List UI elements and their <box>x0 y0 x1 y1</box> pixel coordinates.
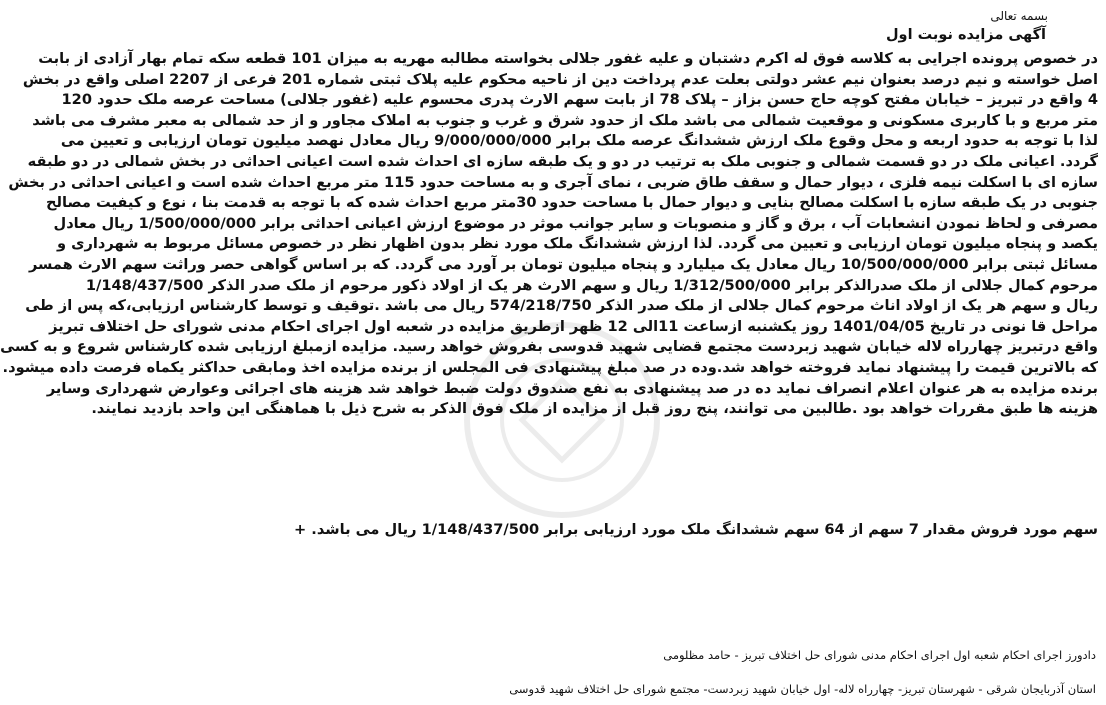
sale-share-note: سهم مورد فروش مقدار 7 سهم از 64 سهم ششدانگ ملک مورد ارزیابی برابر 1/148/437/500 ریال می باشد. + <box>293 521 1098 538</box>
body-line: 4 واقع در تبریز – خیابان مفتح کوچه حاج حسن بزاز – پلاک 78 از بابت سهم الارث پدری محسوم علیه (غفور جلالی) مساحت عرصه ملک حدود 120 <box>61 91 1098 109</box>
body-line: اصل خواسته و نیم درصد بعنوان نیم عشر دولتی بعلت عدم پرداخت دین از ناحیه محکوم علیه پلاک ثبتی شماره 201 فرعی از 2207 اصلی واقع در بخش <box>22 70 1098 88</box>
body-line: هزینه ها طبق مقررات خواهد بود .طالبین می توانند، پنج روز قبل از مزایده از ملک فوق الذکر به شرح ذیل با هماهنگی این واحد بازدید نمایند. <box>91 400 1098 418</box>
notice-body <box>0 49 1098 420</box>
body-line: واقع درتبریز چهارراه لاله خیابان شهید زبردست مجتمع قضایی شهید قدوسی بفروش خواهد رسید. مزایده ازمبلغ ارزیابی شده کارشناس شروع و به کسی <box>0 338 1098 356</box>
body-line: مصرفی و لحاظ نمودن انشعابات آب ، برق و گاز و منصوبات و سایر جوانب موثر در موضوع ارزش اعیانی احداثی برابر 1/500/000/000 ریال معادل <box>53 214 1098 232</box>
body-line: گردد. اعیانی ملک در دو قسمت شمالی و جنوبی ملک به ترتیب در دو و یک طبقه سازه ای احداث شده است اعیانی احداثی در بخش شمالی در دو طبقه <box>27 152 1098 170</box>
body-line: سازه ای با اسکلت نیمه فلزی ، دیوار حمال و سقف طاق ضربی ، نمای آجری و به مساحت حدود 115 متر مربع احداث شده است و اعیانی احداثی در بخش <box>8 173 1098 191</box>
body-line: مرحوم کمال جلالی از ملک صدرالذکر برابر 1/312/500/000 ریال و سهم الارث هر یک از اولاد ذکور مرحوم از ملک صدر الذکر 1/148/437/500 <box>85 276 1098 294</box>
body-line: مسائل ثبتی برابر 10/500/000/000 ریال معادل یک میلیارد و پنجاه میلیون تومان بر آورد می گردد. که بر اساس گواهی حصر وراثت سهم الارث همسر <box>28 255 1098 273</box>
body-line: یکصد و پنجاه میلیون تومان ارزیابی و تعیین می گردد. لذا ارزش ششدانگ ملک مورد نظر بدون اظهار نظر در خصوص مسائل مربوط به شهرداری و <box>56 235 1098 253</box>
notice-title: آگهی مزایده نوبت اول <box>885 27 1046 43</box>
body-line: در خصوص پرونده اجرایی به کلاسه فوق له اکرم دشتبان و علیه غفور جلالی بخواسته مطالبه مهریه به میزان 101 قطعه سکه تمام بهار آزادی از بابت <box>38 50 1098 67</box>
body-line: ریال و سهم هر یک از اولاد اناث مرحوم کمال جلالی از ملک صدر الذکر 574/218/750 ریال می باشد .توقیف و توسط کارشناس ارزیابی،که پس از طی <box>25 297 1098 315</box>
body-line: جنوبی در یک طبقه سازه با اسکلت مصالح بنایی و دیوار حمال با مساحت حدود 30متر مربع احداث شده که با توجه به قدمت بنا ، نوع و کیفیت مصالح <box>46 194 1098 212</box>
address-line: استان آذربایجان شرقی - شهرستان تبریز- چهارراه لاله- اول خیابان شهید زبردست- مجتمع شورای حل اختلاف شهید قدوسی <box>509 682 1096 696</box>
signature-line: دادورز اجرای احکام شعبه اول اجرای احکام مدنی شورای حل اختلاف تبریز - حامد مظلومی <box>663 648 1096 662</box>
body-line: که بالاترین قیمت را پیشنهاد نماید فروخته خواهد شد.وده در صد مبلغ پیشنهادی فی المجلس از برنده مزایده اخذ ومابقی حداکثر یکماه فرصت داده میشود. <box>2 358 1098 376</box>
basmala-heading: بسمه تعالی <box>990 9 1048 23</box>
body-line: مراحل قا نونی در تاریخ 1401/04/05 روز یکشنبه ازساعت 11الی 12 ظهر ازطریق مزایده در شعبه اول اجرای احکام مدنی شورای حل اختلاف تبریز <box>49 317 1098 335</box>
body-line: متر مربع و با کاربری مسکونی و موقعیت شمالی می باشد ملک از حدود شرق و غرب و جنوب به املاک مجاور و از حد شمالی به معبر مشرف می باشد <box>32 111 1098 129</box>
body-line: لذا با توجه به حدود اربعه و محل وقوع ملک ارزش ششدانگ عرصه ملک برابر 9/000/000/000 ریال معادل نهصد میلیون تومان ارزیابی و تعیین می <box>60 132 1098 150</box>
body-line: برنده مزایده به هر عنوان اعلام انصراف نماید ده در صد پیشنهادی به نفع صندوق دولت ضبط خواهد شد هزینه های اجرائی وعوارض شهرداری وسایر <box>46 379 1098 397</box>
